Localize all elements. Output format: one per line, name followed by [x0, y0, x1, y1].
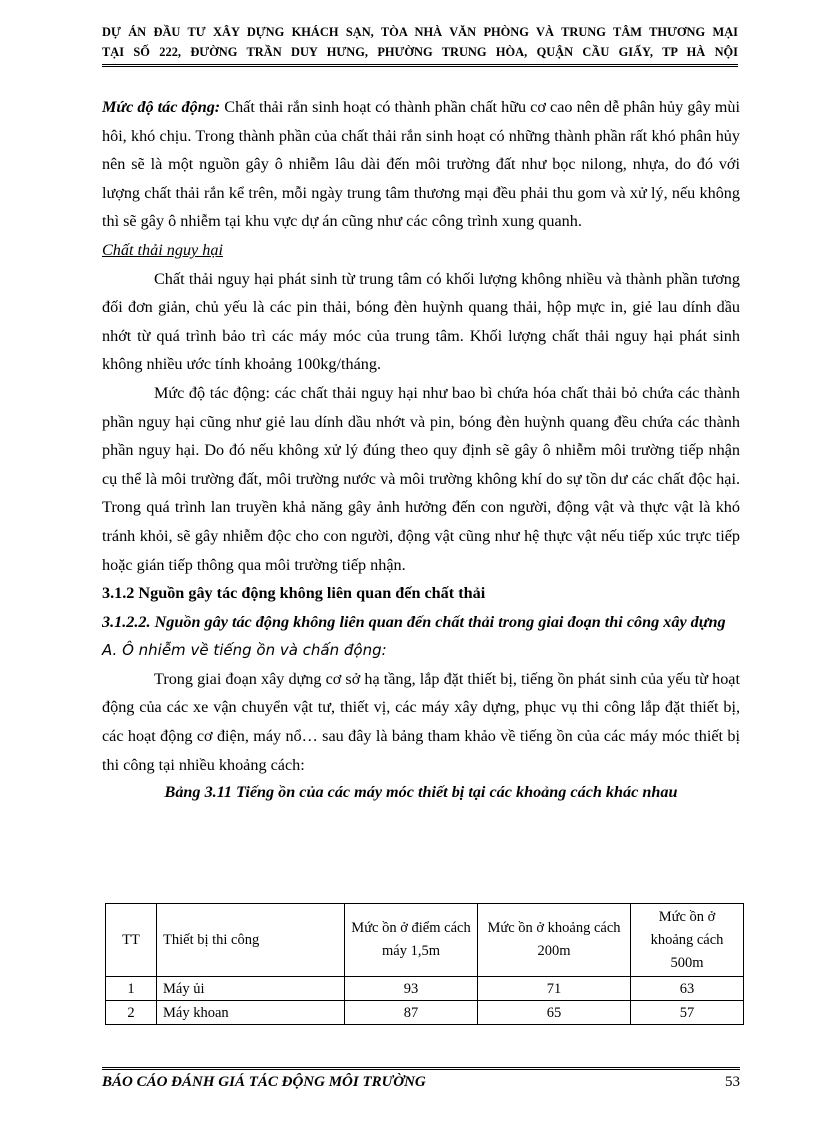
header-distance-1-5m: Mức ồn ở điểm cách máy 1,5m [345, 904, 478, 977]
header-line-1: DỰ ÁN ĐẦU TƯ XÂY DỰNG KHÁCH SẠN, TÒA NHÀ VĂN PHÒNG VÀ TRUNG TÂM THƯƠNG MẠI [102, 25, 738, 39]
noise-table [105, 903, 744, 1025]
paragraph-hazardous-waste: Chất thải nguy hại phát sinh từ trung tâm có khối lượng không nhiều và thành phần tương đối đơn giản, chủ yếu là các pin thải, bóng đèn huỳnh quang thải, hộp mực in, giẻ lau dính dầu nhớt từ quá trình bảo trì các máy móc của trung tâm. Khối lượng chất thải nguy hại phát sinh không nhiều ước tính khoảng 100kg/tháng. [102, 269, 740, 374]
paragraph-construction-noise: Trong giai đoạn xây dựng cơ sở hạ tầng, lắp đặt thiết bị, tiếng ồn phát sinh của yếu từ hoạt động của các xe vận chuyển vật tư, thiết vị, các máy xây dựng, phục vụ thi công lắp đặt thiết bị, các hoạt động cơ điện, máy nổ… sau đây là bảng tham khảo về tiếng ồn của các máy móc thiết bị thi công tại nhiều khoảng cách: [102, 669, 740, 774]
cell-equipment: Máy ủi [157, 977, 345, 1001]
cell-tt: 2 [106, 1001, 157, 1025]
cell-distance-1-5m: 93 [345, 977, 478, 1001]
impact-label: Mức độ tác động: [102, 98, 221, 116]
table-row [106, 977, 744, 1001]
cell-distance-500m: 63 [631, 977, 744, 1001]
paragraph-impact-solid-waste [102, 93, 740, 236]
cell-distance-200m: 65 [478, 1001, 631, 1025]
paragraph-hazardous-impact: Mức độ tác động: các chất thải nguy hại như bao bì chứa hóa chất thải bỏ chứa các thành phần nguy hại cũng như giẻ lau dính dầu nhớt và pin, bóng đèn huỳnh quang đều chứa các thành phần nguy hại. Do đó nếu không xử lý đúng theo quy định sẽ gây ô nhiễm môi trường tiếp nhận cụ thể là môi trường đất, môi trường nước và môi trường không khí do sự tồn dư các chất độc hại. Trong quá trình lan truyền khả năng gây ảnh hưởng đến con người, động vật và thực vật là khó tránh khỏi, sẽ gây nhiễm độc cho con người, động vật cũng như hệ thực vật nếu tiếp xúc trực tiếp hoặc gián tiếp thông qua môi trường tiếp nhận. [102, 383, 740, 574]
header-equipment: Thiết bị thi công [157, 904, 345, 977]
header-distance-500m: Mức ồn ở khoảng cách 500m [631, 904, 744, 977]
cell-distance-200m: 71 [478, 977, 631, 1001]
document-body [102, 93, 740, 805]
header-line-2: TẠI SỐ 222, ĐƯỜNG TRẦN DUY HƯNG, PHƯỜNG TRUNG HÒA, QUẬN CẦU GIẤY, TP HÀ NỘI [102, 45, 738, 59]
table-header-row [106, 904, 744, 977]
cell-distance-1-5m: 87 [345, 1001, 478, 1025]
page-footer [102, 1067, 740, 1091]
table-caption: Bảng 3.11 Tiếng ồn của các máy móc thiết bị tại các khoảng cách khác nhau [164, 783, 678, 802]
footer-title: BÁO CÁO ĐÁNH GIÁ TÁC ĐỘNG MÔI TRƯỜNG [102, 1074, 426, 1090]
subheading-noise: A. Ô nhiễm về tiếng ồn và chấn động: [102, 641, 387, 660]
header-distance-200m: Mức ồn ở khoảng cách 200m [478, 904, 631, 977]
page-number: 53 [725, 1074, 740, 1090]
cell-tt: 1 [106, 977, 157, 1001]
page-header [102, 22, 738, 67]
impact-text: Chất thải rắn sinh hoạt có thành phần chất hữu cơ cao nên dễ phân hủy gây mùi hôi, khó chịu. Trong thành phần của chất thải rắn sinh hoạt có những thành phần rất khó phân hủy nên sẽ là một nguồn gây ô nhiễm lâu dài đến môi trường đất như bọc nilong, nhựa, do đó với lượng chất thải rắn kể trên, mỗi ngày trung tâm thương mại đều phải thu gom và xử lý, nếu không thì sẽ gây ô nhiễm tại khu vực dự án cũng như các công trình xung quanh. [102, 98, 740, 231]
cell-distance-500m: 57 [631, 1001, 744, 1025]
subheading-hazardous-waste: Chất thải nguy hại [102, 240, 223, 259]
cell-equipment: Máy khoan [157, 1001, 345, 1025]
header-tt: TT [106, 904, 157, 977]
section-heading-3-1-2: 3.1.2 Nguồn gây tác động không liên quan đến chất thải [102, 584, 486, 603]
table-row [106, 1001, 744, 1025]
section-heading-3-1-2-2: 3.1.2.2. Nguồn gây tác động không liên quan đến chất thải trong giai đoạn thi công xây dựng [102, 612, 726, 631]
